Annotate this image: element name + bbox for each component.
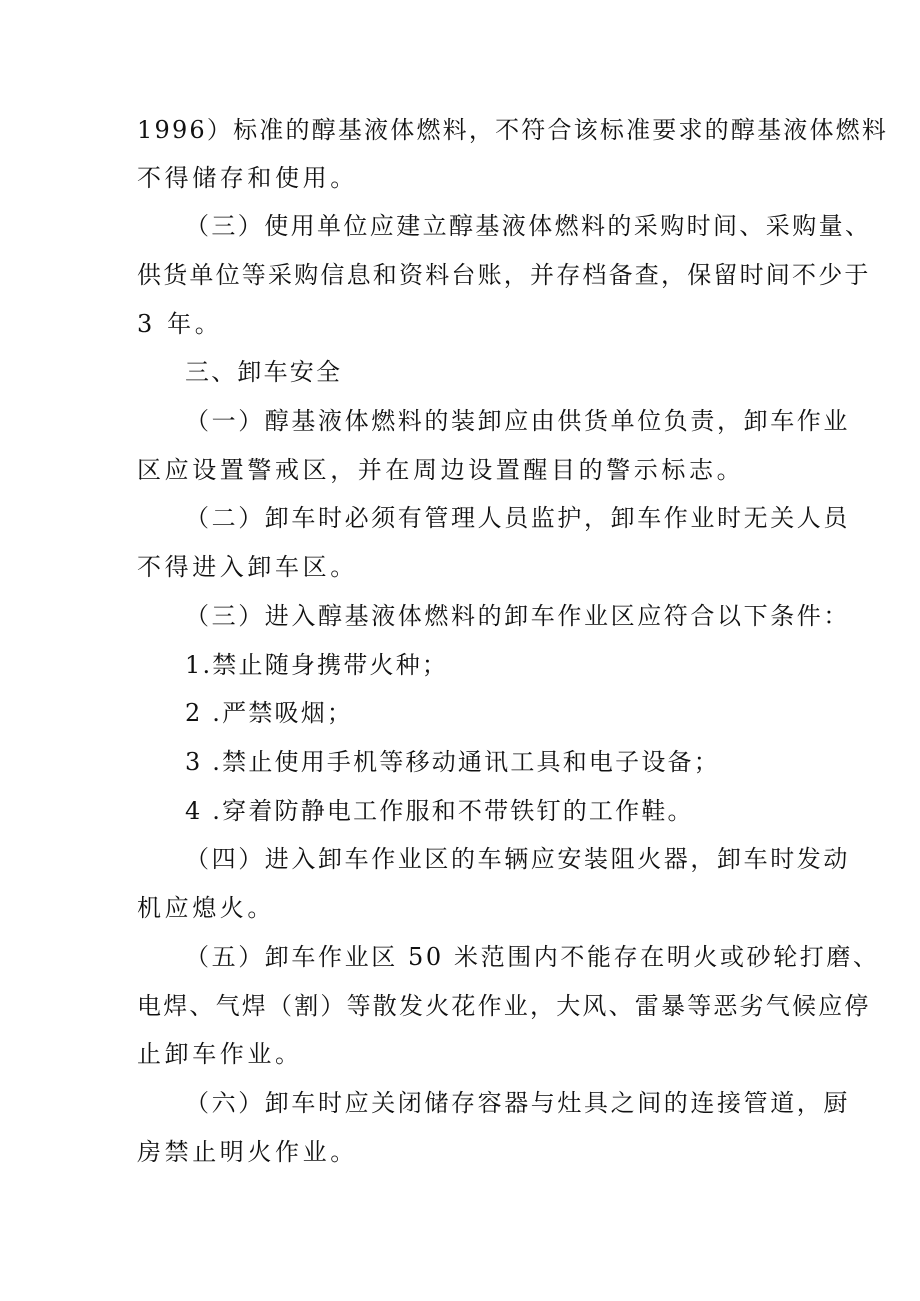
text-line-17: 机应熄火。 — [137, 894, 275, 922]
text-line-20: 止卸车作业。 — [137, 1040, 303, 1068]
text-line-8: 区应设置警戒区，并在周边设置醒目的警示标志。 — [137, 456, 745, 484]
text-line-1: 1996）标准的醇基液体燃料，不符合该标准要求的醇基液体燃料 — [137, 116, 889, 144]
text-line-19: 电焊、气焊（割）等散发火花作业，大风、雷暴等恶劣气候应停 — [137, 992, 871, 1020]
text-line-11: （三）进入醇基液体燃料的卸车作业区应符合以下条件： — [185, 602, 850, 630]
text-line-22: 房禁止明火作业。 — [137, 1138, 358, 1166]
text-line-7: （一）醇基液体燃料的装卸应由供货单位负责，卸车作业 — [185, 407, 850, 435]
text-line-16: （四）进入卸车作业区的车辆应安装阻火器，卸车时发动 — [185, 845, 850, 873]
list-item-3: 3 .禁止使用手机等移动通讯工具和电子设备； — [185, 748, 720, 776]
text-line-5: 3 年。 — [137, 310, 223, 338]
text-line-10: 不得进入卸车区。 — [137, 553, 358, 581]
text-line-9: （二）卸车时必须有管理人员监护，卸车作业时无关人员 — [185, 504, 850, 532]
section-heading-unloading-safety: 三、卸车安全 — [185, 358, 343, 386]
list-item-4: 4 .穿着防静电工作服和不带铁钉的工作鞋。 — [185, 797, 694, 825]
text-line-3: （三）使用单位应建立醇基液体燃料的采购时间、采购量、 — [185, 212, 872, 240]
text-line-4: 供货单位等采购信息和资料台账，并存档备查，保留时间不少于 — [137, 261, 871, 289]
list-item-1: 1.禁止随身携带火种； — [185, 651, 449, 679]
text-line-18: （五）卸车作业区 50 米范围内不能存在明火或砂轮打磨、 — [185, 943, 880, 971]
text-line-2: 不得储存和使用。 — [137, 164, 358, 192]
text-line-21: （六）卸车时应关闭储存容器与灶具之间的连接管道，厨 — [185, 1089, 850, 1117]
list-item-2: 2 .严禁吸烟； — [185, 699, 354, 727]
